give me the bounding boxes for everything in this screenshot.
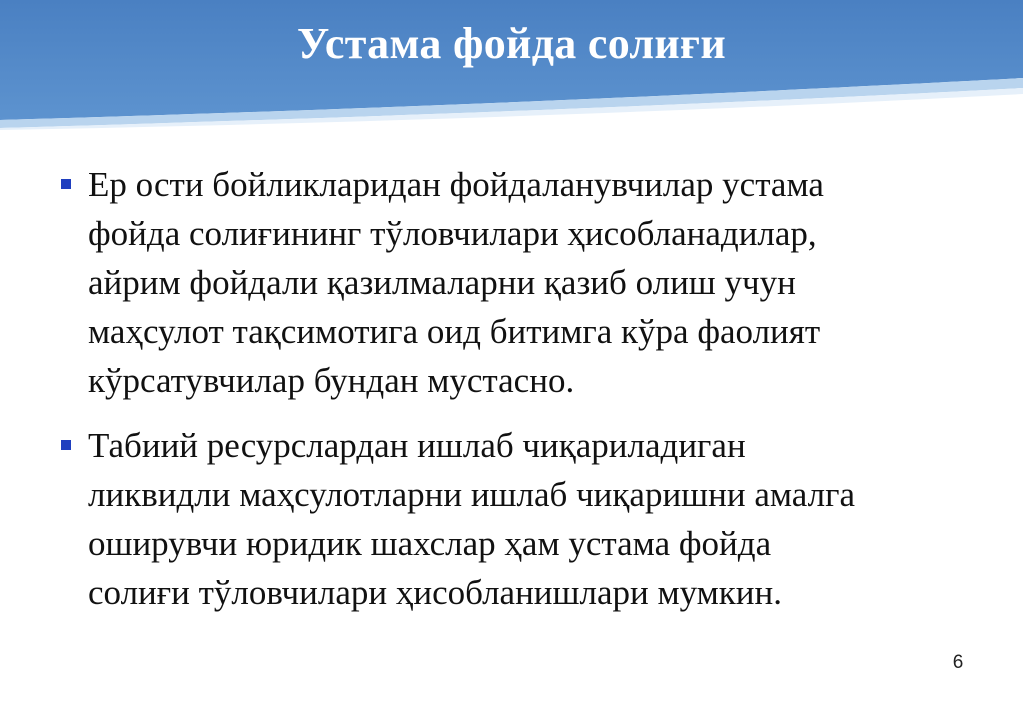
page-number: 6 [952, 652, 964, 673]
square-bullet-icon [61, 179, 71, 189]
bullet-text: Ер ости бойликларидан фойдаланувчилар устама фойда солиғининг тўловчилари ҳисобланадилар, айрим фойдали қазилмаларни қазиб олиш учун маҳсулот тақсимотига оид битимга кўра фаолият кўрсатувчилар бундан мустасно. [88, 165, 824, 400]
square-bullet-icon [61, 440, 71, 450]
bullet-text: Табиий ресурслардан ишлаб чиқариладиган ликвидли маҳсулотларни ишлаб чиқаришни амалга оширувчи юридик шахслар ҳам устама фойда солиғи тўловчилари ҳисобланишлари мумкин. [88, 426, 855, 612]
slide-title: Устама фойда солиғи [297, 19, 726, 68]
